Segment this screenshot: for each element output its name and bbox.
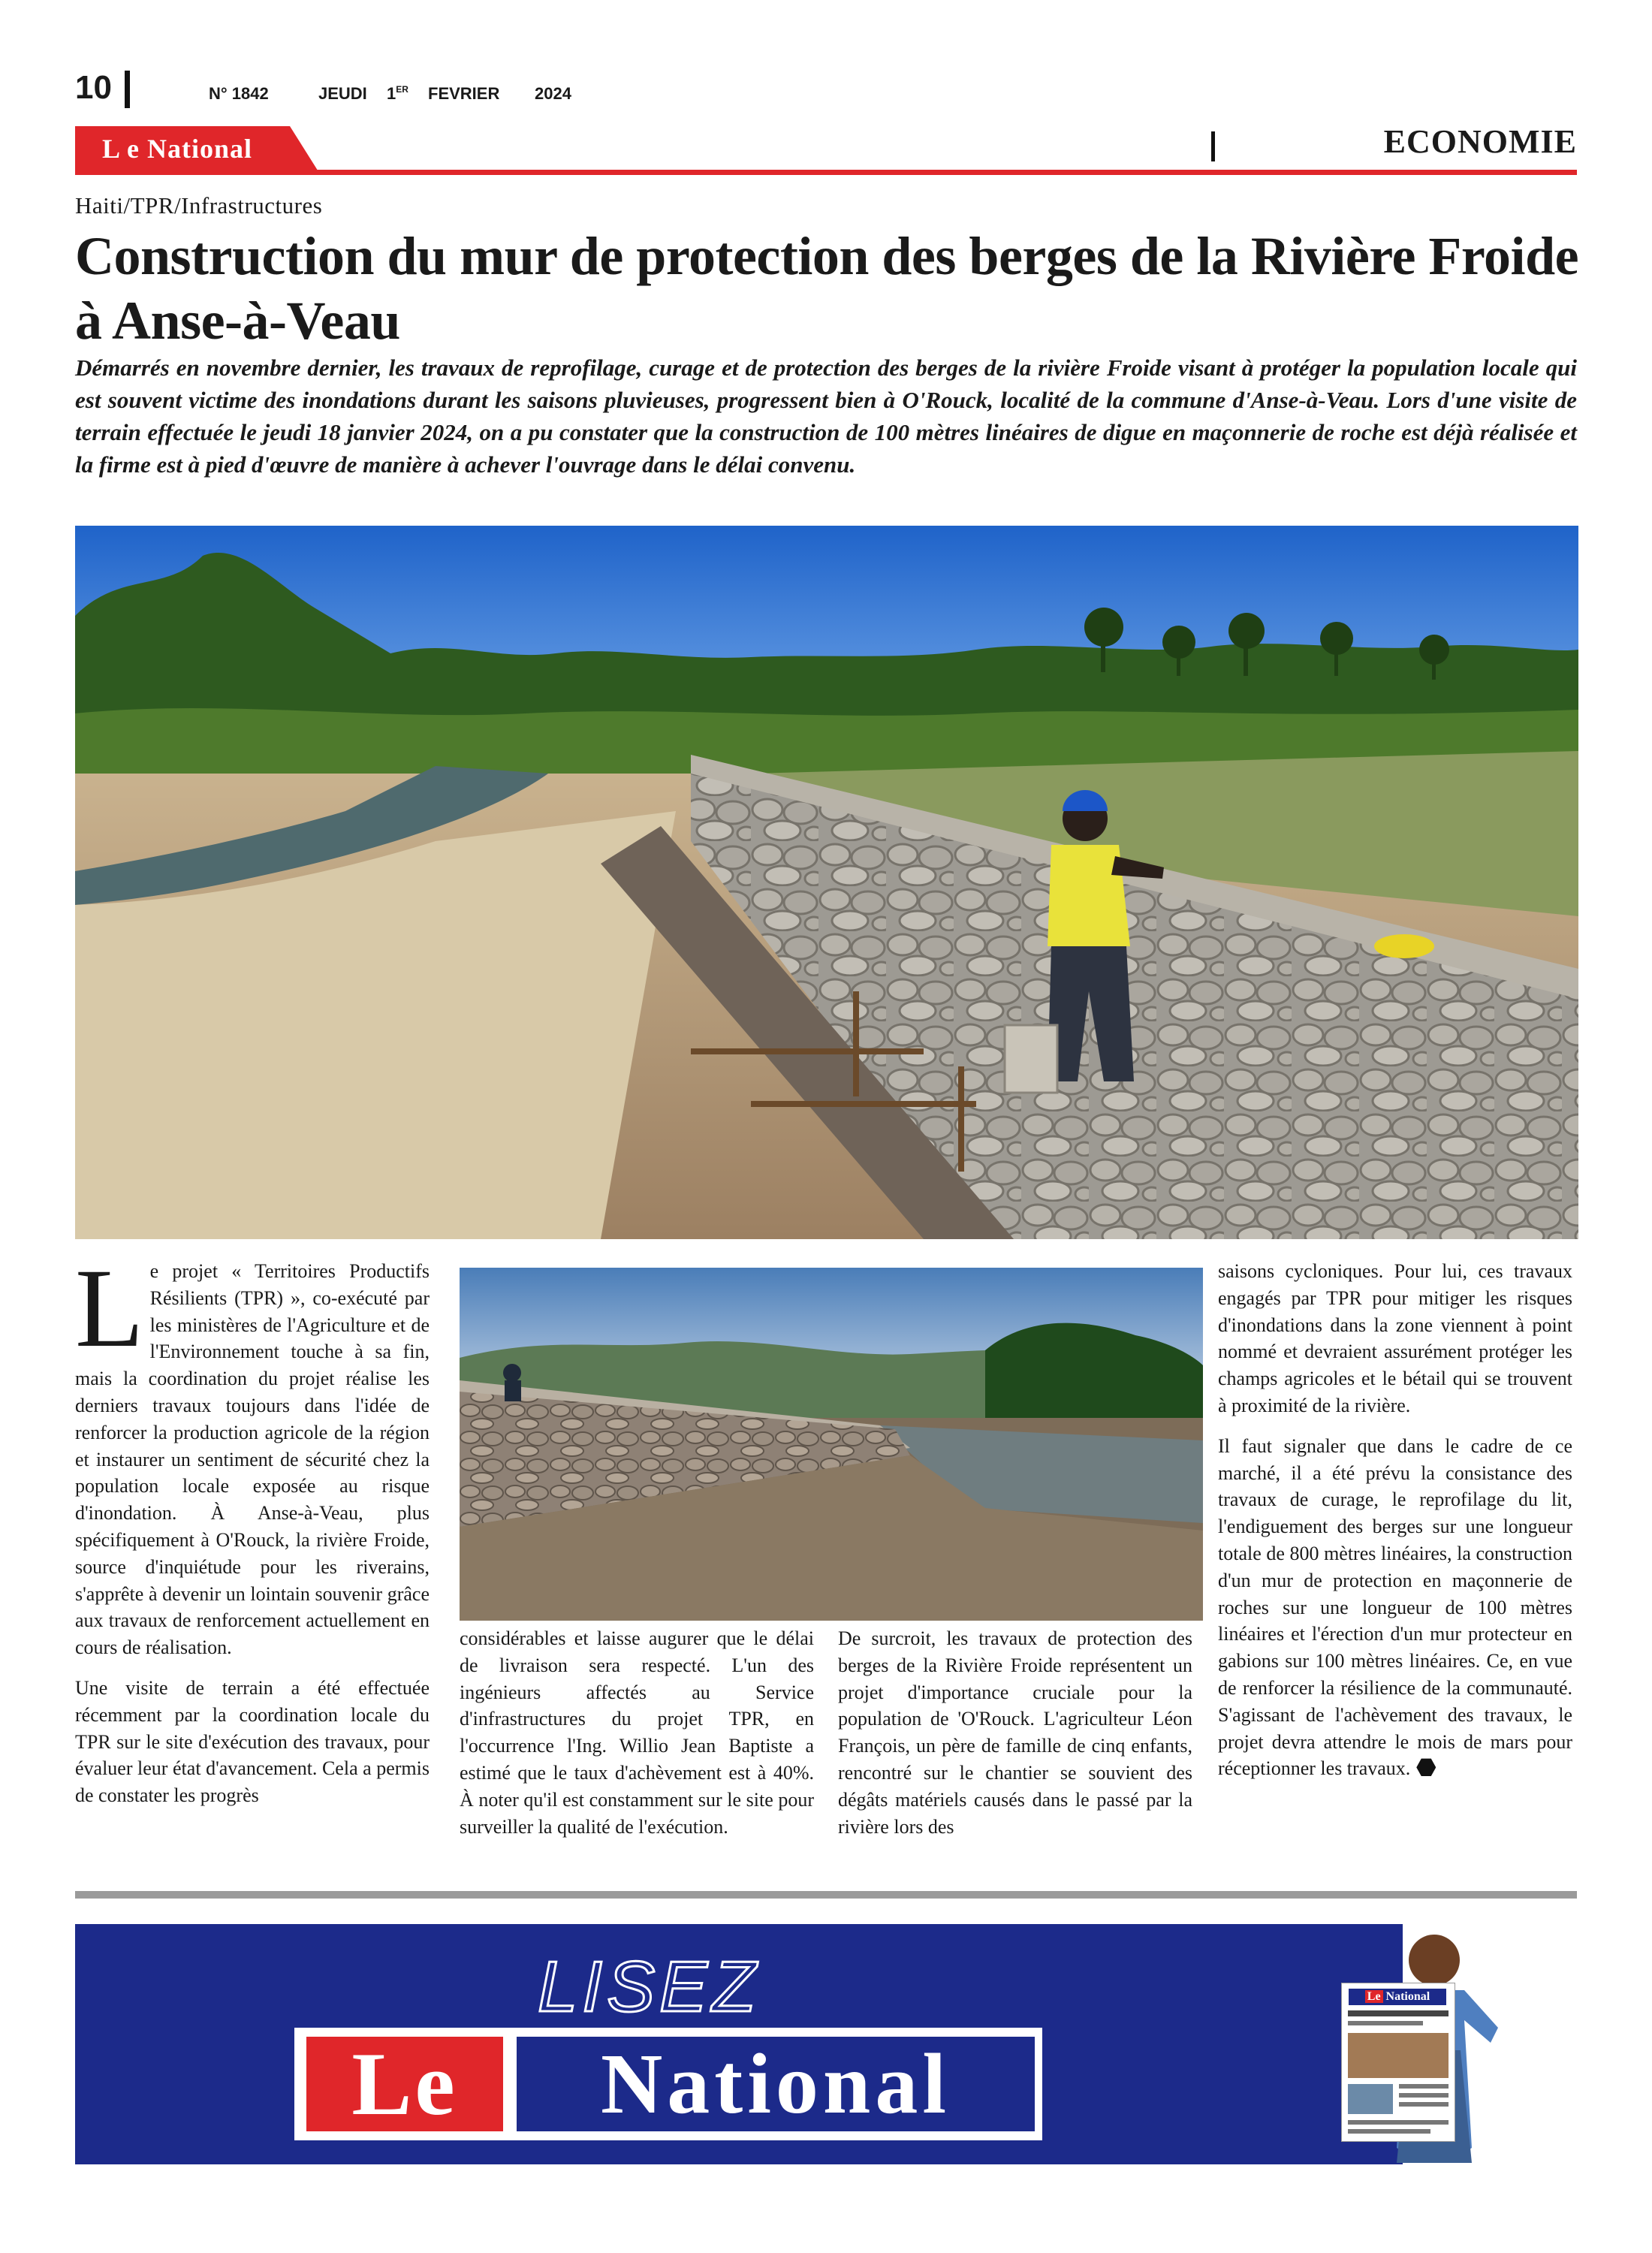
mini-newspaper-content (1342, 1983, 1455, 2141)
paragraph: De surcroit, les travaux de protection des berges de la Rivière Froide représentent un projet d'importance cruciale pour la population de 'O'Rouck. L'agriculteur Léon François, un père de famille de cinq enfants, rencontré sur le chantier se souvient des dégâts matériels causés dans le passé par la rivière lors des (838, 1627, 1192, 1838)
article-lead: Démarrés en novembre dernier, les travaux de reprofilage, curage et de protection des berges de la rivière Froide visant à protéger la population locale qui est souvent victime des inondations durant les saisons pluvieuses, progressent bien à O'Rouck, localité de la commune d'Anse-à-Veau. Lors d'une visite de terrain effectuée le jeudi 18 janvier 2024, on a pu constater que la construction de 100 mètres linéaires de digue en maçonnerie de roche est déjà réalisée et la firme est à pied d'œuvre de manière à achever l'ouvrage dans le délai convenu. (75, 354, 1577, 478)
drop-cap: L (75, 1246, 144, 1371)
issue-day-suffix: ER (396, 84, 408, 95)
mini-newspaper-logo (1349, 1989, 1446, 2005)
mini-newspaper (1341, 1983, 1455, 2142)
paragraph-text: Il faut signaler que dans le cadre de ce marché, il a été prévu la consistance des travaux de curage, le reprofilage du lit, l'endiguement des berges sur une longueur totale de 800 mètres linéaires, la construction d'un mur de protection en maçonnerie de roches sur une longueur de 100 mètres linéaires et l'érection d'un mur protecteur en gabions sur 100 mètres linéaires. Ce, en vue de renforcer la résilience de la communauté. S'agissant de l'achèvement des travaux, le projet devra attendre le mois de mars pour réceptionner les travaux. (1218, 1434, 1572, 1780)
ad-logo-le: Le (306, 2037, 503, 2131)
article-column-2 (460, 1625, 814, 1853)
paragraph (1218, 1433, 1572, 1782)
paragraph: Une visite de terrain a été effectuée récemment par la coordination locale du TPR sur le site d'exécution des travaux, pour évaluer leur état d'avancement. Cela a permis de constater les progrès (75, 1676, 430, 1807)
section-title: ECONOMIE (1383, 123, 1577, 160)
paragraph (75, 1246, 430, 1661)
mini-logo-le: Le (1365, 1990, 1383, 2003)
issue-year: 2024 (535, 84, 571, 103)
mini-logo-national: National (1385, 1990, 1430, 2003)
section-rule (75, 170, 1577, 175)
issue-day-number: 1 (387, 84, 396, 103)
paragraph-text: e projet « Territoires Productifs Résilients (TPR) », co-exécuté par les ministères de l'Agriculture et de l'Environnement touche à sa fin, mais la coordination du projet réalise les derniers travaux toujours dans l'idée de renforcer la production agricole de la région et instaurer un sentiment de sécurité chez la population locale exposée au risque d'inondation. À Anse-à-Veau, plus spécifiquement à O'Rouck, la rivière Froide, source d'inquiétude pour les riverains, s'apprête à devenir un lointain souvenir grâce aux travaux de renforcement actuellement en cours de réalisation. (75, 1260, 430, 1659)
main-photo (75, 526, 1578, 1239)
issue-weekday: JEUDI (318, 84, 367, 103)
masthead-label: L e National (102, 134, 253, 164)
paragraph: saisons cycloniques. Pour lui, ces travaux engagés par TPR pour mitiger les risques d'inondations dans la zone viennent à point nommé et devraient assurément protéger les champs agricoles et le bétail qui se trouvent à proximité de la rivière. (1218, 1260, 1572, 1416)
article-column-1 (75, 1246, 430, 1823)
page-number: 10 (75, 69, 112, 106)
construction-site-photo (75, 526, 1578, 1239)
section-separator (1211, 131, 1215, 161)
issue-number: N° 1842 (209, 84, 269, 103)
issue-month: FEVRIER (428, 84, 500, 103)
folio-divider (125, 71, 130, 108)
ad-logo-national: National (517, 2037, 1035, 2131)
article-column-4 (1218, 1258, 1572, 1796)
issue-day (387, 84, 408, 104)
riverbank-wall-photo (460, 1268, 1203, 1621)
ad-headline: LISEZ (538, 1947, 761, 2027)
article-headline: Construction du mur de protection des berges de la Rivière Froide à Anse-à-Veau (75, 226, 1579, 351)
end-of-article-icon (1416, 1757, 1436, 1777)
footer-rule (75, 1891, 1577, 1899)
article-kicker: Haiti/TPR/Infrastructures (75, 192, 323, 219)
article-column-3 (838, 1625, 1192, 1853)
inset-photo (460, 1268, 1203, 1621)
paragraph: considérables et laisse augurer que le délai de livraison sera respecté. L'un des ingénieurs affectés au Service d'infrastructures du projet TPR, en l'occurrence l'Ing. Willio Jean Baptiste a estimé que le taux d'achèvement est à 40%. À noter qu'il est constamment sur le site pour surveiller la qualité de l'exécution. (460, 1627, 814, 1838)
